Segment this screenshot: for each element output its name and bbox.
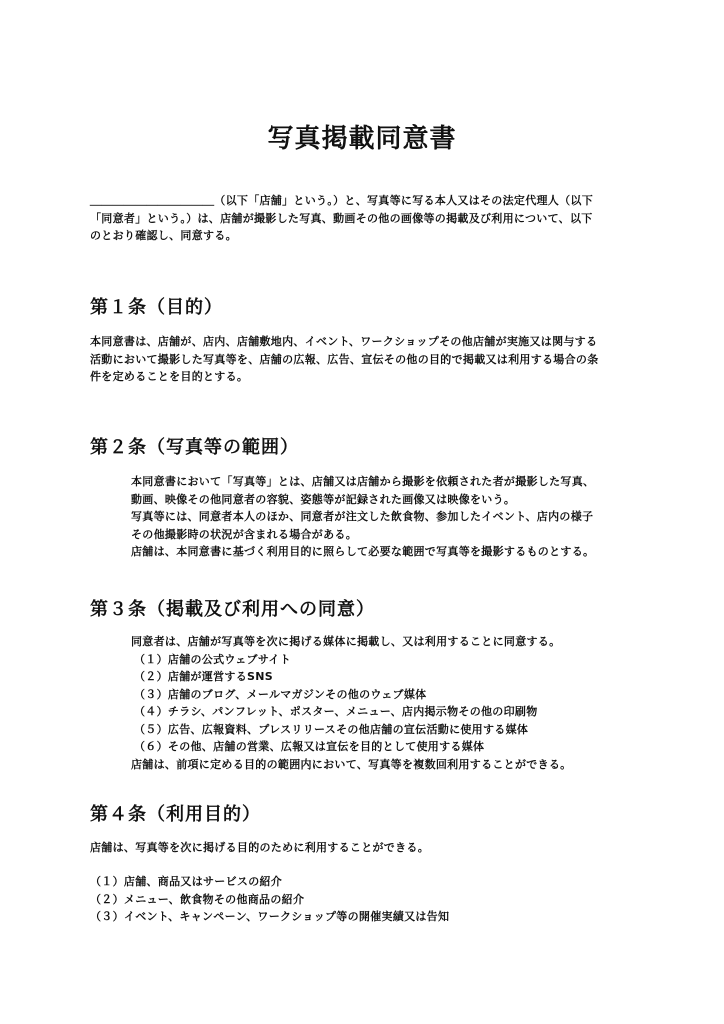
article-3-heading: 第３条（掲載及び利用への同意） — [90, 599, 375, 620]
list-item: （５）広告、広報資料、プレスリリースその他店舗の宣伝活動に使用する媒体 — [134, 722, 529, 736]
article-line: 本同意書は、店舗が、店内、店舗敷地内、イベント、ワークショップその他店舗が実施又は関与する — [90, 335, 598, 348]
article-4-intro: 店舗は、写真等を次に掲げる目的のために利用することができる。 — [90, 841, 429, 854]
document-title: 写真掲載同意書 — [267, 124, 457, 154]
article-4-heading: 第４条（利用目的） — [90, 804, 261, 825]
article-2-heading: 第２条（写真等の範囲） — [90, 437, 299, 458]
article-line: 写真等には、同意者本人のほか、同意者が注文した飲食物、参加したイベント、店内の様子 — [131, 510, 594, 523]
article-line: 同意者は、店舗が写真等を次に掲げる媒体に掲載し、又は利用することに同意する。 — [131, 635, 561, 648]
list-item: （２）店舗が運営するSNS — [134, 670, 273, 683]
article-1-heading: 第１条（目的） — [90, 297, 223, 318]
article-4-list — [90, 873, 650, 926]
list-item: （１）店舗、商品又はサービスの紹介 — [90, 875, 283, 888]
article-2-body — [131, 473, 651, 561]
list-item: （１）店舗の公式ウェブサイト — [134, 652, 291, 666]
article-line: 店舗は、前項に定める目的の範囲内において、写真等を複数回利用することができる。 — [131, 757, 572, 771]
intro-line: のとおり確認し、同意する。 — [90, 229, 237, 242]
list-item: （３）イベント、キャンペーン、ワークショップ等の開催実績又は告知 — [90, 910, 450, 923]
article-1-body — [90, 333, 650, 386]
list-item: （６）その他、店舗の営業、広報又は宣伝を目的として使用する媒体 — [134, 740, 485, 753]
intro-line: 「同意者」という。）は、店舗が撮影した写真、動画その他の画像等の掲載及び利用について、以下 — [90, 211, 593, 225]
article-line: 動画、映像その他同意者の容貌、姿態等が記録された画像又は映像をいう。 — [131, 492, 516, 506]
article-3-body — [131, 633, 651, 773]
article-line: 店舗は、本同意書に基づく利用目的に照らして必要な範囲で写真等を撮影するものとする。 — [131, 545, 595, 558]
article-line: 本同意書において「写真等」とは、店舗又は店舗から撮影を依頼された者が撮影した写真、 — [131, 475, 595, 488]
article-line: 件を定めることを目的とする。 — [90, 370, 249, 383]
intro-paragraph — [90, 192, 650, 245]
article-line: 活動において撮影した写真等を、店舗の広報、広告、宣伝その他の目的で掲載又は利用する場合の条 — [90, 352, 599, 366]
list-item: （４）チラシ、パンフレット、ポスター、メニュー、店内掲示物その他の印刷物 — [134, 705, 538, 718]
list-item: （２）メニュー、飲食物その他商品の紹介 — [90, 892, 305, 906]
article-line: その他撮影時の状況が含まれる場合がある。 — [131, 527, 357, 541]
intro-line: ＿＿＿＿＿＿＿＿＿＿＿（以下「店舗」という。）と、写真等に写る本人又はその法定代理人（以下 — [90, 194, 593, 207]
list-item: （３）店舗のブログ、メールマガジンその他のウェブ媒体 — [134, 687, 427, 701]
